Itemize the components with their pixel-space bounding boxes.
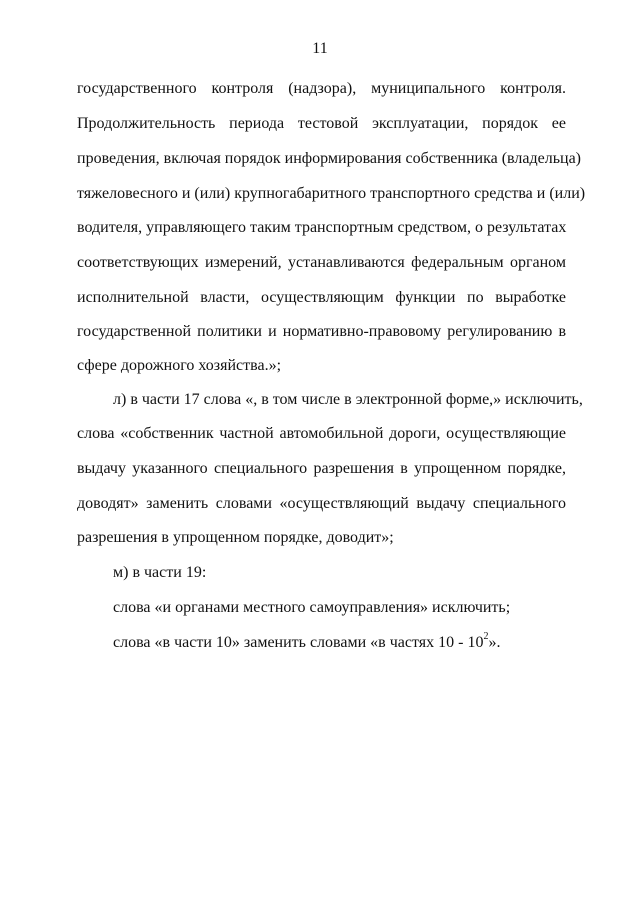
document-line: государственной политики и нормативно-правовому регулированию в — [77, 323, 566, 340]
document-line: м) в части 19: — [113, 564, 207, 581]
document-line: водителя, управляющего таким транспортным средством, о результатах — [77, 219, 567, 236]
superscript: 2 — [483, 630, 489, 642]
document-line: Продолжительность периода тестовой эксплуатации, порядок ее — [77, 115, 566, 132]
line-text: слова «в части 10» заменить словами «в частях 10 - 10 — [113, 634, 484, 651]
document-line: государственного контроля (надзора), муниципального контроля. — [77, 80, 566, 97]
document-line: проведения, включая порядок информирования собственника (владельца) — [77, 150, 581, 167]
document-line: тяжеловесного и (или) крупногабаритного транспортного средства и (или) — [77, 185, 586, 202]
document-line — [113, 630, 566, 653]
document-line: л) в части 17 слова «, в том числе в электронной форме,» исключить, — [113, 391, 583, 408]
document-line: доводят» заменить словами «осуществляющий выдачу специального — [77, 495, 566, 512]
page-number: 11 — [312, 40, 328, 57]
document-line: разрешения в упрощенном порядке, доводит»; — [77, 529, 394, 546]
document-line: слова «собственник частной автомобильной дороги, осуществляющие — [77, 425, 566, 442]
document-line: слова «и органами местного самоуправления» исключить; — [113, 599, 511, 616]
line-text: ». — [488, 634, 501, 651]
document-line: сфере дорожного хозяйства.»; — [77, 357, 282, 374]
document-line: соответствующих измерений, устанавливаются федеральным органом — [77, 254, 566, 271]
document-line: исполнительной власти, осуществляющим функции по выработке — [77, 289, 566, 306]
document-line: выдачу указанного специального разрешения в упрощенном порядке, — [77, 460, 566, 477]
